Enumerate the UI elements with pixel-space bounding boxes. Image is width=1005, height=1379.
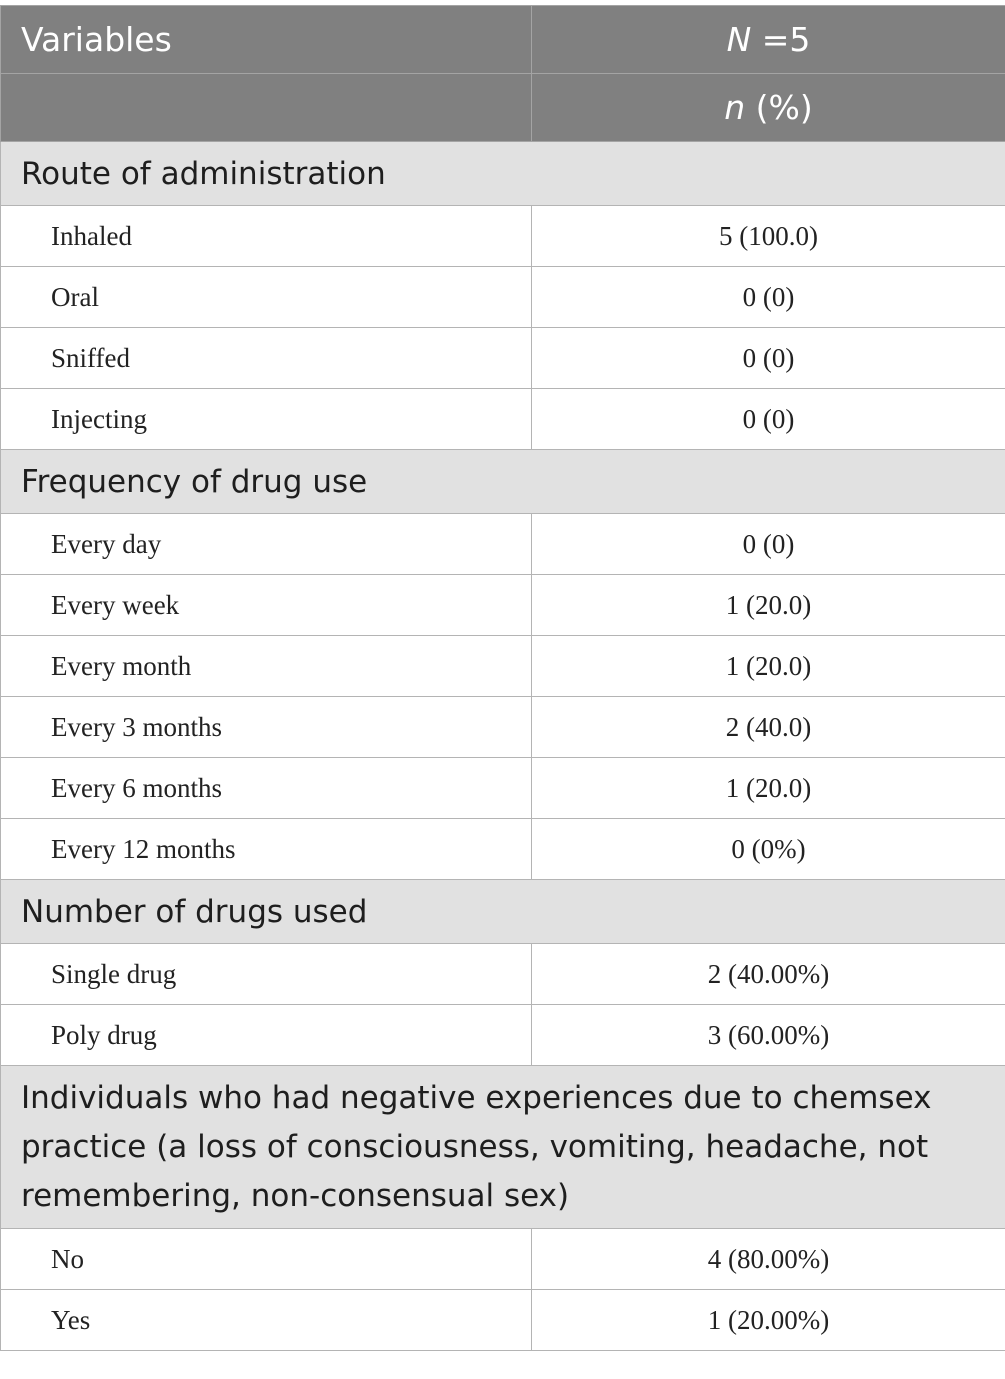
section-title: Number of drugs used xyxy=(1,880,1005,944)
table-row xyxy=(1,1229,1005,1290)
row-value: 3 (60.00%) xyxy=(532,1005,1005,1066)
table-row xyxy=(1,944,1005,1005)
table-row xyxy=(1,267,1005,328)
table-row xyxy=(1,389,1005,450)
row-label: Every week xyxy=(1,575,532,636)
row-value: 1 (20.00%) xyxy=(532,1290,1005,1351)
header-n-symbol: N xyxy=(726,20,752,59)
row-label: Every day xyxy=(1,514,532,575)
row-value: 1 (20.0) xyxy=(532,758,1005,819)
row-label: Every 6 months xyxy=(1,758,532,819)
row-label: Every 12 months xyxy=(1,819,532,880)
row-label: Poly drug xyxy=(1,1005,532,1066)
header-variables: Variables xyxy=(1,6,532,74)
table-row xyxy=(1,1290,1005,1351)
table-row xyxy=(1,697,1005,758)
row-value: 5 (100.0) xyxy=(532,206,1005,267)
data-table xyxy=(0,5,1005,1351)
table-row xyxy=(1,328,1005,389)
row-label: Single drug xyxy=(1,944,532,1005)
table-row xyxy=(1,636,1005,697)
row-label: Inhaled xyxy=(1,206,532,267)
header-row xyxy=(1,6,1005,74)
section-header xyxy=(1,142,1005,206)
table-row xyxy=(1,758,1005,819)
row-label: Every 3 months xyxy=(1,697,532,758)
table-row xyxy=(1,819,1005,880)
section-header xyxy=(1,450,1005,514)
table-row xyxy=(1,1005,1005,1066)
row-label: Oral xyxy=(1,267,532,328)
row-label: No xyxy=(1,1229,532,1290)
row-label: Yes xyxy=(1,1290,532,1351)
subheader-row xyxy=(1,74,1005,142)
section-title: Route of administration xyxy=(1,142,1005,206)
row-value: 1 (20.0) xyxy=(532,636,1005,697)
row-value: 0 (0) xyxy=(532,267,1005,328)
table-row xyxy=(1,514,1005,575)
row-label: Injecting xyxy=(1,389,532,450)
subheader-n-symbol: n xyxy=(724,88,746,127)
subheader-percent: (%) xyxy=(745,88,813,127)
row-value: 0 (0) xyxy=(532,389,1005,450)
row-value: 2 (40.0) xyxy=(532,697,1005,758)
header-sample-size xyxy=(532,6,1005,74)
table-row xyxy=(1,206,1005,267)
row-value: 0 (0) xyxy=(532,328,1005,389)
row-label: Every month xyxy=(1,636,532,697)
row-value: 2 (40.00%) xyxy=(532,944,1005,1005)
section-title: Frequency of drug use xyxy=(1,450,1005,514)
row-value: 1 (20.0) xyxy=(532,575,1005,636)
section-header xyxy=(1,880,1005,944)
row-value: 0 (0%) xyxy=(532,819,1005,880)
section-header xyxy=(1,1066,1005,1229)
row-value: 4 (80.00%) xyxy=(532,1229,1005,1290)
row-value: 0 (0) xyxy=(532,514,1005,575)
section-title: Individuals who had negative experiences due to chemsex practice (a loss of consciousness, vomiting, headache, not remembering, non-consensual sex) xyxy=(1,1066,1005,1229)
subheader-empty xyxy=(1,74,532,142)
header-n-value: =5 xyxy=(751,20,811,59)
subheader-n-percent xyxy=(532,74,1005,142)
row-label: Sniffed xyxy=(1,328,532,389)
table-row xyxy=(1,575,1005,636)
